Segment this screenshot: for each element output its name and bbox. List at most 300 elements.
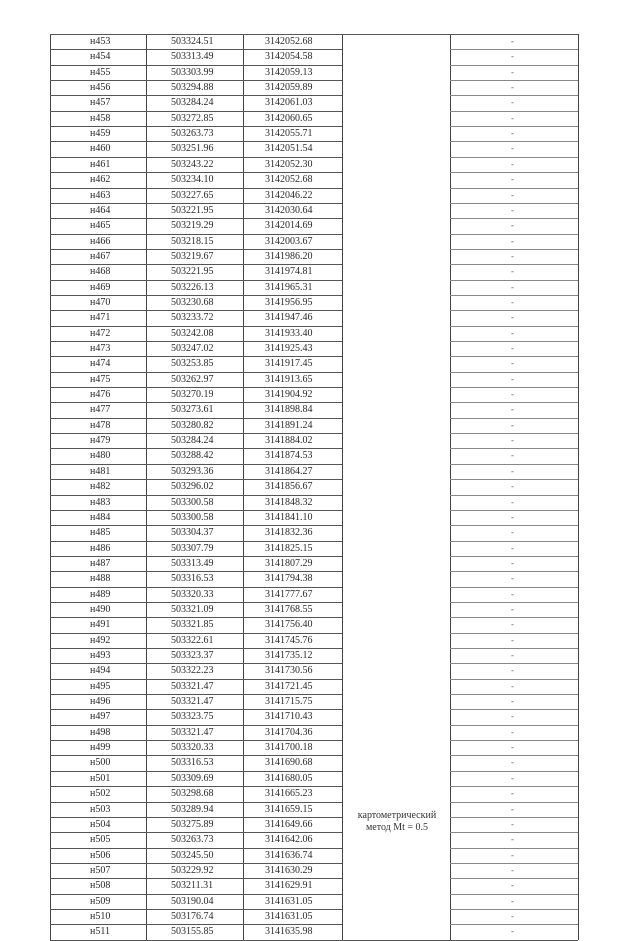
x-coordinate-cell: 503270.19 <box>171 389 214 401</box>
x-coordinate-cell: 503211.31 <box>171 880 214 892</box>
y-coordinate-cell: 3142014.69 <box>265 220 313 232</box>
y-coordinate-cell: 3141630.29 <box>265 864 313 876</box>
empty-mark: - <box>511 650 514 660</box>
table-row-line <box>450 188 578 189</box>
y-coordinate-cell: 3142060.65 <box>265 112 313 124</box>
table-row-line <box>450 495 578 496</box>
x-coordinate-cell: 503280.82 <box>171 419 214 431</box>
table-column-line <box>578 34 579 940</box>
empty-mark: - <box>511 788 514 799</box>
empty-mark: - <box>511 235 514 246</box>
empty-mark: - <box>511 619 514 630</box>
table-row-line <box>450 525 578 526</box>
x-coordinate-cell: 503221.95 <box>171 204 214 216</box>
table-row-line <box>450 510 578 511</box>
table-row-line <box>450 341 578 342</box>
y-coordinate-cell: 3141874.53 <box>265 450 313 462</box>
y-coordinate-cell: 3141891.24 <box>265 419 313 431</box>
empty-mark: - <box>511 97 514 108</box>
x-coordinate-cell: 503242.08 <box>171 327 214 339</box>
point-id-cell: н480 <box>90 450 111 462</box>
y-coordinate-cell: 3141756.40 <box>265 619 313 631</box>
x-coordinate-cell: 503296.02 <box>171 481 214 493</box>
empty-mark: - <box>511 450 514 461</box>
point-id-cell: н459 <box>90 128 111 140</box>
empty-mark: - <box>511 204 514 215</box>
table-row-line <box>450 924 578 925</box>
table-column-line <box>146 34 147 940</box>
point-id-cell: н511 <box>90 926 110 938</box>
point-id-cell: н481 <box>90 465 111 477</box>
point-id-cell: н462 <box>90 174 111 186</box>
empty-mark: - <box>511 634 514 645</box>
table-row-line <box>450 663 578 664</box>
y-coordinate-cell: 3141947.46 <box>265 312 313 324</box>
y-coordinate-cell: 3141956.95 <box>265 296 313 308</box>
table-row-line <box>450 740 578 741</box>
table-row-line <box>450 448 578 449</box>
x-coordinate-cell: 503321.09 <box>171 603 214 615</box>
y-coordinate-cell: 3141631.05 <box>265 910 313 922</box>
table-column-line <box>450 34 451 940</box>
point-id-cell: н464 <box>90 204 111 216</box>
empty-mark: - <box>511 665 514 676</box>
empty-mark: - <box>511 696 514 707</box>
table-row-line <box>450 218 578 219</box>
table-column-line <box>243 34 244 940</box>
empty-mark: - <box>511 296 514 307</box>
point-id-cell: н473 <box>90 343 111 354</box>
empty-mark: - <box>511 220 514 231</box>
empty-mark: - <box>511 511 514 522</box>
empty-mark: - <box>511 527 514 538</box>
y-coordinate-cell: 3141745.76 <box>265 634 313 646</box>
table-row-line <box>450 402 578 403</box>
empty-mark: - <box>511 849 514 860</box>
table-row-line <box>450 571 578 572</box>
y-coordinate-cell: 3141690.68 <box>265 757 313 769</box>
empty-mark: - <box>511 266 514 277</box>
x-coordinate-cell: 503272.85 <box>171 112 214 124</box>
point-id-cell: н502 <box>90 788 111 800</box>
table-row-line <box>450 679 578 680</box>
y-coordinate-cell: 3141710.43 <box>265 711 313 723</box>
x-coordinate-cell: 503313.49 <box>171 51 214 63</box>
y-coordinate-cell: 3141974.81 <box>265 266 313 278</box>
table-row-line <box>450 95 578 96</box>
y-coordinate-cell: 3142052.30 <box>265 158 313 170</box>
x-coordinate-cell: 503234.10 <box>171 174 214 186</box>
point-id-cell: н490 <box>90 603 111 615</box>
x-coordinate-cell: 503322.61 <box>171 634 214 646</box>
x-coordinate-cell: 503245.50 <box>171 849 214 861</box>
empty-mark: - <box>511 680 514 691</box>
y-coordinate-cell: 3142003.67 <box>265 235 313 247</box>
table-row-line <box>450 755 578 756</box>
empty-mark: - <box>511 389 514 400</box>
point-id-cell: н505 <box>90 834 111 846</box>
method-note-line2: метод Mt = 0.5 <box>365 822 429 833</box>
point-id-cell: н492 <box>90 634 111 646</box>
empty-mark: - <box>511 711 514 722</box>
x-coordinate-cell: 503262.97 <box>171 373 214 385</box>
table-row-line <box>450 848 578 849</box>
table-row-line <box>450 541 578 542</box>
x-coordinate-cell: 503322.23 <box>171 665 214 677</box>
x-coordinate-cell: 503247.02 <box>171 343 214 354</box>
empty-mark: - <box>511 419 514 430</box>
y-coordinate-cell: 3141631.05 <box>265 895 313 907</box>
x-coordinate-cell: 503321.85 <box>171 619 214 631</box>
empty-mark: - <box>511 772 514 783</box>
empty-mark: - <box>511 757 514 768</box>
x-coordinate-cell: 503251.96 <box>171 143 214 155</box>
empty-mark: - <box>511 327 514 338</box>
point-id-cell: н461 <box>90 158 111 170</box>
empty-mark: - <box>511 726 514 737</box>
table-row-line <box>450 126 578 127</box>
y-coordinate-cell: 3141898.84 <box>265 404 313 416</box>
point-id-cell: н501 <box>90 772 111 784</box>
table-row-line <box>450 617 578 618</box>
table-column-line <box>342 34 343 940</box>
table-row-line <box>450 249 578 250</box>
method-note-line1: картометрический <box>357 810 437 821</box>
x-coordinate-cell: 503320.33 <box>171 742 214 754</box>
empty-mark: - <box>511 143 514 154</box>
x-coordinate-cell: 503304.37 <box>171 527 214 539</box>
point-id-cell: н476 <box>90 389 111 401</box>
empty-mark: - <box>511 66 514 77</box>
y-coordinate-cell: 3141721.45 <box>265 680 313 692</box>
table-row-line <box>450 832 578 833</box>
empty-mark: - <box>511 435 514 446</box>
empty-mark: - <box>511 542 514 553</box>
point-id-cell: н498 <box>90 726 111 738</box>
empty-mark: - <box>511 343 514 353</box>
x-coordinate-cell: 503273.61 <box>171 404 214 416</box>
table-row-line <box>450 878 578 879</box>
point-id-cell: н487 <box>90 557 111 569</box>
empty-mark: - <box>511 895 514 906</box>
point-id-cell: н506 <box>90 849 111 861</box>
point-id-cell: н488 <box>90 573 111 585</box>
point-id-cell: н489 <box>90 588 111 600</box>
point-id-cell: н472 <box>90 327 111 339</box>
x-coordinate-cell: 503233.72 <box>171 312 214 324</box>
point-id-cell: н486 <box>90 542 111 554</box>
point-id-cell: н494 <box>90 665 111 677</box>
empty-mark: - <box>511 588 514 599</box>
x-coordinate-cell: 503288.42 <box>171 450 214 462</box>
point-id-cell: н458 <box>90 112 111 124</box>
y-coordinate-cell: 3141832.36 <box>265 527 313 539</box>
point-id-cell: н483 <box>90 496 111 508</box>
point-id-cell: н508 <box>90 880 111 892</box>
table-row-line <box>450 802 578 803</box>
empty-mark: - <box>511 281 514 292</box>
table-row-line <box>450 80 578 81</box>
point-id-cell: н510 <box>90 910 111 922</box>
x-coordinate-cell: 503323.37 <box>171 650 214 661</box>
table-row-line <box>450 49 578 50</box>
x-coordinate-cell: 503300.58 <box>171 511 214 523</box>
x-coordinate-cell: 503155.85 <box>171 926 214 938</box>
y-coordinate-cell: 3142052.68 <box>265 36 313 47</box>
y-coordinate-cell: 3141794.38 <box>265 573 313 585</box>
point-id-cell: н465 <box>90 220 111 232</box>
point-id-cell: н503 <box>90 803 111 815</box>
empty-mark: - <box>511 557 514 568</box>
table-row-line <box>450 479 578 480</box>
y-coordinate-cell: 3142059.89 <box>265 82 313 94</box>
table-row-line <box>50 34 578 35</box>
point-id-cell: н507 <box>90 864 111 876</box>
y-coordinate-cell: 3141635.98 <box>265 926 313 938</box>
x-coordinate-cell: 503321.47 <box>171 726 214 738</box>
y-coordinate-cell: 3142046.22 <box>265 189 313 201</box>
table-row-line <box>450 234 578 235</box>
empty-mark: - <box>511 803 514 814</box>
table-column-line <box>50 34 51 940</box>
point-id-cell: н496 <box>90 696 111 708</box>
y-coordinate-cell: 3141807.29 <box>265 557 313 569</box>
y-coordinate-cell: 3141680.05 <box>265 772 313 784</box>
empty-mark: - <box>511 742 514 753</box>
x-coordinate-cell: 503316.53 <box>171 757 214 769</box>
point-id-cell: н484 <box>90 511 111 523</box>
y-coordinate-cell: 3141735.12 <box>265 650 313 661</box>
point-id-cell: н467 <box>90 250 111 262</box>
empty-mark: - <box>511 112 514 123</box>
table-row-line <box>450 310 578 311</box>
x-coordinate-cell: 503263.73 <box>171 128 214 140</box>
x-coordinate-cell: 503298.68 <box>171 788 214 800</box>
table-row-line <box>450 157 578 158</box>
y-coordinate-cell: 3142061.03 <box>265 97 313 109</box>
point-id-cell: н471 <box>90 312 111 324</box>
table-row-line <box>450 264 578 265</box>
point-id-cell: н460 <box>90 143 111 155</box>
x-coordinate-cell: 503229.92 <box>171 864 214 876</box>
table-row-line <box>450 725 578 726</box>
x-coordinate-cell: 503218.15 <box>171 235 214 247</box>
y-coordinate-cell: 3141777.67 <box>265 588 313 600</box>
y-coordinate-cell: 3141730.56 <box>265 665 313 677</box>
y-coordinate-cell: 3142054.58 <box>265 51 313 63</box>
point-id-cell: н468 <box>90 266 111 278</box>
empty-mark: - <box>511 82 514 93</box>
y-coordinate-cell: 3141965.31 <box>265 281 313 293</box>
table-row-line <box>450 863 578 864</box>
empty-mark: - <box>511 51 514 62</box>
y-coordinate-cell: 3142052.68 <box>265 174 313 186</box>
empty-mark: - <box>511 250 514 261</box>
point-id-cell: н477 <box>90 404 111 416</box>
empty-mark: - <box>511 603 514 614</box>
x-coordinate-cell: 503294.88 <box>171 82 214 94</box>
x-coordinate-cell: 503227.65 <box>171 189 214 201</box>
y-coordinate-cell: 3141825.15 <box>265 542 313 554</box>
point-id-cell: н500 <box>90 757 111 769</box>
table-row-line <box>450 648 578 649</box>
y-coordinate-cell: 3141884.02 <box>265 435 313 447</box>
x-coordinate-cell: 503253.85 <box>171 358 214 370</box>
table-row-line <box>450 141 578 142</box>
point-id-cell: н463 <box>90 189 111 201</box>
y-coordinate-cell: 3141629.91 <box>265 880 313 892</box>
x-coordinate-cell: 503300.58 <box>171 496 214 508</box>
empty-mark: - <box>511 481 514 492</box>
point-id-cell: н482 <box>90 481 111 493</box>
empty-mark: - <box>511 926 514 937</box>
y-coordinate-cell: 3141841.10 <box>265 511 313 523</box>
table-row-line <box>450 709 578 710</box>
x-coordinate-cell: 503313.49 <box>171 557 214 569</box>
y-coordinate-cell: 3141636.74 <box>265 849 313 861</box>
empty-mark: - <box>511 373 514 384</box>
point-id-cell: н491 <box>90 619 111 631</box>
y-coordinate-cell: 3142030.64 <box>265 204 313 216</box>
table-row-line <box>450 372 578 373</box>
empty-mark: - <box>511 174 514 185</box>
y-coordinate-cell: 3141700.18 <box>265 742 313 754</box>
y-coordinate-cell: 3141925.43 <box>265 343 313 354</box>
y-coordinate-cell: 3141933.40 <box>265 327 313 339</box>
empty-mark: - <box>511 910 514 921</box>
empty-mark: - <box>511 496 514 507</box>
x-coordinate-cell: 503303.99 <box>171 66 214 78</box>
point-id-cell: н454 <box>90 51 111 63</box>
point-id-cell: н493 <box>90 650 111 661</box>
table-row-line <box>450 111 578 112</box>
table-row-line <box>450 433 578 434</box>
table-row-line <box>450 894 578 895</box>
table-row-line <box>450 633 578 634</box>
x-coordinate-cell: 503190.04 <box>171 895 214 907</box>
empty-mark: - <box>511 128 514 139</box>
y-coordinate-cell: 3141986.20 <box>265 250 313 262</box>
x-coordinate-cell: 503275.89 <box>171 818 214 830</box>
y-coordinate-cell: 3141848.32 <box>265 496 313 508</box>
empty-mark: - <box>511 158 514 169</box>
table-row-line <box>450 771 578 772</box>
empty-mark: - <box>511 864 514 875</box>
y-coordinate-cell: 3141856.67 <box>265 481 313 493</box>
table-row-line <box>450 172 578 173</box>
point-id-cell: н455 <box>90 66 111 78</box>
point-id-cell: н499 <box>90 742 111 754</box>
x-coordinate-cell: 503320.33 <box>171 588 214 600</box>
x-coordinate-cell: 503221.95 <box>171 266 214 278</box>
empty-mark: - <box>511 36 514 46</box>
x-coordinate-cell: 503226.13 <box>171 281 214 293</box>
point-id-cell: н474 <box>90 358 111 370</box>
table-row-line <box>450 786 578 787</box>
y-coordinate-cell: 3141642.06 <box>265 834 313 846</box>
point-id-cell: н475 <box>90 373 111 385</box>
y-coordinate-cell: 3141864.27 <box>265 465 313 477</box>
x-coordinate-cell: 503324.51 <box>171 36 214 47</box>
table-row-line <box>450 295 578 296</box>
method-note <box>346 810 448 834</box>
empty-mark: - <box>511 358 514 369</box>
x-coordinate-cell: 503289.94 <box>171 803 214 815</box>
point-id-cell: н479 <box>90 435 111 447</box>
point-id-cell: н504 <box>90 818 111 830</box>
y-coordinate-cell: 3141715.75 <box>265 696 313 708</box>
y-coordinate-cell: 3141913.65 <box>265 373 313 385</box>
point-id-cell: н495 <box>90 680 111 692</box>
point-id-cell: н466 <box>90 235 111 247</box>
point-id-cell: н485 <box>90 527 111 539</box>
point-id-cell: н457 <box>90 97 111 109</box>
table-row-line <box>450 556 578 557</box>
point-id-cell: н470 <box>90 296 111 308</box>
empty-mark: - <box>511 312 514 323</box>
point-id-cell: н509 <box>90 895 111 907</box>
empty-mark: - <box>511 834 514 845</box>
empty-mark: - <box>511 465 514 476</box>
x-coordinate-cell: 503309.69 <box>171 772 214 784</box>
empty-mark: - <box>511 189 514 200</box>
x-coordinate-cell: 503230.68 <box>171 296 214 308</box>
y-coordinate-cell: 3141704.36 <box>265 726 313 738</box>
x-coordinate-cell: 503321.47 <box>171 680 214 692</box>
y-coordinate-cell: 3141659.15 <box>265 803 313 815</box>
table-row-line <box>450 65 578 66</box>
x-coordinate-cell: 503219.67 <box>171 250 214 262</box>
y-coordinate-cell: 3142059.13 <box>265 66 313 78</box>
x-coordinate-cell: 503243.22 <box>171 158 214 170</box>
table-row-line <box>450 602 578 603</box>
x-coordinate-cell: 503307.79 <box>171 542 214 554</box>
point-id-cell: н469 <box>90 281 111 293</box>
empty-mark: - <box>511 818 514 829</box>
table-row-line <box>450 387 578 388</box>
x-coordinate-cell: 503321.47 <box>171 696 214 708</box>
point-id-cell: н478 <box>90 419 111 431</box>
x-coordinate-cell: 503284.24 <box>171 97 214 109</box>
y-coordinate-cell: 3142055.71 <box>265 128 313 140</box>
x-coordinate-cell: 503323.75 <box>171 711 214 723</box>
table-row-line <box>450 694 578 695</box>
table-row-line <box>450 418 578 419</box>
y-coordinate-cell: 3141665.23 <box>265 788 313 800</box>
y-coordinate-cell: 3141917.45 <box>265 358 313 370</box>
empty-mark: - <box>511 573 514 584</box>
point-id-cell: н453 <box>90 36 111 47</box>
y-coordinate-cell: 3141649.66 <box>265 818 313 830</box>
x-coordinate-cell: 503176.74 <box>171 910 214 922</box>
table-row-line <box>450 326 578 327</box>
table-row-line <box>450 203 578 204</box>
table-row-line <box>450 587 578 588</box>
empty-mark: - <box>511 404 514 415</box>
y-coordinate-cell: 3141904.92 <box>265 389 313 401</box>
x-coordinate-cell: 503284.24 <box>171 435 214 447</box>
empty-mark: - <box>511 880 514 891</box>
table-row-line <box>450 817 578 818</box>
table-row-line <box>450 356 578 357</box>
x-coordinate-cell: 503293.36 <box>171 465 214 477</box>
x-coordinate-cell: 503263.73 <box>171 834 214 846</box>
x-coordinate-cell: 503219.29 <box>171 220 214 232</box>
point-id-cell: н456 <box>90 82 111 94</box>
table-row-line <box>450 464 578 465</box>
x-coordinate-cell: 503316.53 <box>171 573 214 585</box>
point-id-cell: н497 <box>90 711 111 723</box>
